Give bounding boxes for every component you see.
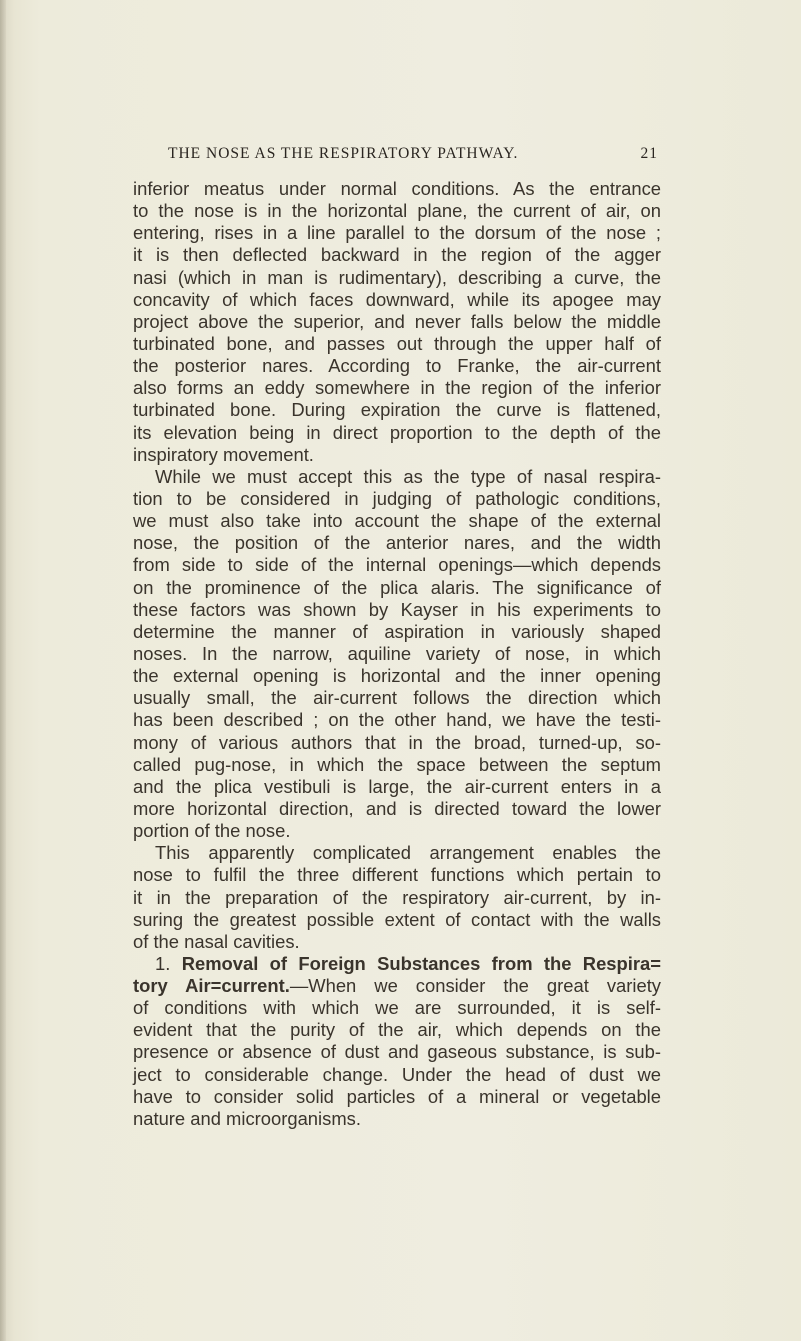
- page-number: 21: [640, 145, 658, 162]
- text-line: usually small, the air-current follows the direction which: [133, 687, 661, 709]
- section-heading: Removal of Foreign Substances from the Respira=: [181, 952, 661, 974]
- paragraph-2: [133, 466, 661, 842]
- text-line: of the nasal cavities.: [133, 930, 300, 952]
- body-text: [133, 178, 661, 1130]
- text-line: project above the superior, and never falls below the middle: [133, 310, 661, 332]
- text-line: the external opening is horizontal and the inner opening: [133, 665, 661, 687]
- text-line: to the nose is in the horizontal plane, the current of air, on: [133, 200, 661, 222]
- text-line: nose to fulfil the three different functions which pertain to: [133, 864, 661, 886]
- running-title: THE NOSE AS THE RESPIRATORY PATHWAY.: [168, 145, 519, 162]
- text-line: ject to considerable change. Under the head of dust we: [133, 1063, 661, 1085]
- text-line: suring the greatest possible extent of contact with the walls: [133, 908, 661, 930]
- text-line: presence or absence of dust and gaseous substance, is sub-: [133, 1041, 661, 1063]
- text-line: mony of various authors that in the broad, turned-up, so-: [133, 731, 661, 753]
- text-line: This apparently complicated arrangement enables the: [155, 842, 661, 864]
- text-line: turbinated bone, and passes out through the upper half of: [133, 332, 661, 354]
- text-line: portion of the nose.: [133, 820, 291, 842]
- section-1: [133, 953, 661, 1130]
- page-binding-edge: [0, 0, 6, 1341]
- section-heading-line: [133, 953, 661, 975]
- text-span: —When we consider the great variety: [289, 975, 662, 997]
- text-line: tion to be considered in judging of pathologic conditions,: [133, 487, 661, 509]
- text-line: its elevation being in direct proportion to the depth of the: [133, 421, 661, 443]
- text-line: called pug-nose, in which the space between the septum: [133, 753, 661, 775]
- text-line: concavity of which faces downward, while its apogee may: [133, 288, 661, 310]
- page-header: [168, 145, 658, 169]
- text-line: have to consider solid particles of a mineral or vegetable: [133, 1085, 661, 1107]
- paragraph-3: [133, 842, 661, 953]
- text-line: also forms an eddy somewhere in the region of the inferior: [133, 377, 661, 399]
- paragraph-1: [133, 178, 661, 466]
- text-line: it in the preparation of the respiratory air-current, by in-: [133, 886, 661, 908]
- text-line: of conditions with which we are surrounded, it is self-: [133, 997, 661, 1019]
- section-heading-continued: tory Air=current.: [133, 975, 290, 997]
- text-line: [133, 975, 661, 997]
- text-line: While we must accept this as the type of nasal respira-: [155, 465, 661, 487]
- text-line: turbinated bone. During expiration the curve is flattened,: [133, 399, 661, 421]
- section-number: 1.: [155, 952, 171, 974]
- text-line: it is then deflected backward in the region of the agger: [133, 244, 661, 266]
- text-line: has been described ; on the other hand, we have the testi-: [133, 709, 661, 731]
- text-line: nature and microorganisms.: [133, 1107, 361, 1129]
- text-line: nose, the position of the anterior nares, and the width: [133, 532, 661, 554]
- text-line: inspiratory movement.: [133, 443, 314, 465]
- text-line: and the plica vestibuli is large, the air-current enters in a: [133, 775, 661, 797]
- text-line: these factors was shown by Kayser in his experiments to: [133, 598, 661, 620]
- text-line: determine the manner of aspiration in variously shaped: [133, 620, 661, 642]
- text-line: the posterior nares. According to Franke, the air-current: [133, 355, 661, 377]
- text-line: entering, rises in a line parallel to the dorsum of the nose ;: [133, 222, 661, 244]
- text-line: nasi (which in man is rudimentary), describing a curve, the: [133, 266, 661, 288]
- text-line: on the prominence of the plica alaris. The significance of: [133, 576, 661, 598]
- text-line: evident that the purity of the air, which depends on the: [133, 1019, 661, 1041]
- text-line: inferior meatus under normal conditions. As the entrance: [133, 178, 661, 199]
- text-line: we must also take into account the shape of the external: [133, 510, 661, 532]
- text-line: from side to side of the internal openings—which depends: [133, 554, 661, 576]
- text-line: more horizontal direction, and is directed toward the lower: [133, 797, 661, 819]
- text-line: noses. In the narrow, aquiline variety of nose, in which: [133, 642, 661, 664]
